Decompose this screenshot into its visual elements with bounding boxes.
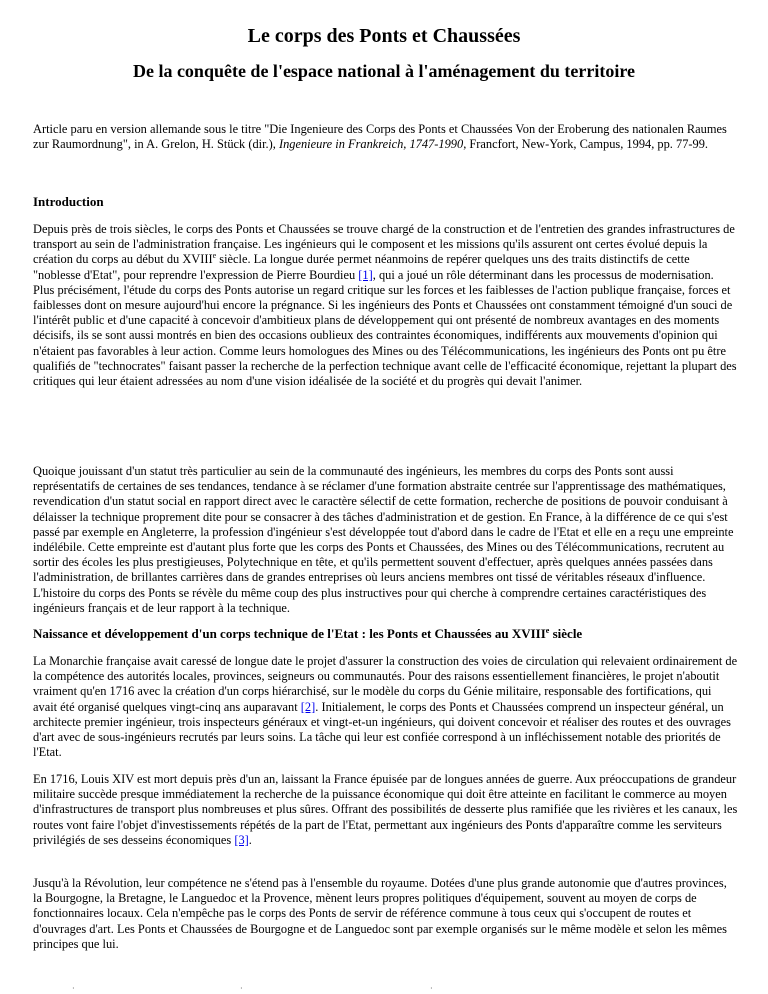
section-paragraph-1: [33, 654, 738, 760]
scan-mark: ·: [72, 984, 75, 993]
paragraph-text: , qui a joué un rôle déterminant dans les processus de modernisation. Plus précisément, l'étude du corps des Ponts autorise un regard critique sur les forces et les faiblesses de l'action publique française, forces et faiblesses dont on mesure aujourd'hui encore la prégnance. Si les ingénieurs des Ponts et Chaussées ont constamment témoigné d'un souci de l'intérêt public et d'une capacité à concevoir d'ambitieux plans de développement qui ont présenté de nombreux avantages en des moments décisifs, ils se sont aussi montrés en bien des occasions oublieux des contraintes économiques, indifférents aux mouvements d'opinion qui n'étaient pas favorables à leur action. Comme leurs homologues des Mines ou des Télécommunications, les ingénieurs des Ponts ont pu être qualifiés de "technocrates" faisant passer la recherche de la perfection technique avant celle de l'efficacité économique, rejettant la plupart des critiques qui leur étaient adressées au nom d'une vision idéalisée de la société et du progrès qui devait l'animer.: [33, 267, 737, 389]
paragraph-text: La Monarchie française avait caressé de longue date le projet d'assurer la construction des voies de circulation qui relevaient ordinairement de la compétence des autorités locales, provinces, seigneurs ou communautés. Pour des raisons essentiellement financières, le projet n'aboutit vraiment qu'en 1716 avec la création d'un corps hiérarchisé, sur le modèle du corps du Génie militaire, responsable des fortifications, qui avait été organisé quelques vingt-cinq ans auparavant: [33, 654, 738, 714]
footnote-link-2[interactable]: [2]: [300, 699, 316, 714]
paragraph-text: .: [248, 832, 252, 847]
footnote-link-1[interactable]: [1]: [358, 267, 373, 282]
paragraph-text: En 1716, Louis XIV est mort depuis près d'un an, laissant la France épuisée par de longues années de guerre. Aux préoccupations de grandeur militaire succède presque immédiatement la recherche de la puissance économique qui doit être atteinte en facilitant le commerce au moyen d'infrastructures de transport plus nombreuses et plus sûres. Offrant des possibilités de desserte plus ramifiée que les rivières et les canaux, les routes vont faire l'objet d'investissements répétés de la part de l'Etat, permettant aux ingénieurs des Ponts d'apparaître comme les serviteurs privilégiés de ses desseins économiques: [33, 772, 738, 847]
section-heading-naissance: [33, 626, 738, 642]
superscript: e: [545, 626, 550, 635]
paragraph-text: siècle. La longue durée permet néanmoins de repérer quelques uns des traits distinctifs de cette "noblesse d'Etat", pour reprendre l'expression de Pierre Bourdieu: [33, 252, 690, 282]
publication-note-end: , Francfort, New-York, Campus, 1994, pp. 77-99.: [463, 137, 708, 152]
scan-mark: ·: [430, 984, 433, 993]
paragraph-text: . Initialement, le corps des Ponts et Chaussées comprend un inspecteur général, un architecte premier ingénieur, trois inspecteurs généraux et vingt-et-un ingénieurs, qui doivent concevoir et réaliser des routes et des ouvrages d'art avec de sous-ingénieurs recrutés par leurs soins. La tâche qui leur est confiée correspond à un infléchissement notable des priorités de l'Etat.: [33, 699, 731, 760]
section-paragraph-3: Jusqu'à la Révolution, leur compétence ne s'étend pas à l'ensemble du royaume. Dotées d'une plus grande autonomie que d'autres provinces, la Bourgogne, la Bretagne, le Languedoc et la Provence, mènent leurs propres politiques d'équipement, souvent au moyen de corps de fonctionnaires locaux. Cela n'empêche pas le corps des Ponts de servir de référence commune à tous ceux qui s'occupent de routes et d'ouvrages d'art. Les Ponts et Chaussées de Bourgogne et de Languedoc sont par exemple organisés sur le même modèle et selon les mêmes principes que lui.: [33, 876, 727, 951]
page-subtitle: De la conquête de l'espace national à l'aménagement du territoire: [132, 61, 636, 81]
book-title: Ingenieure in Frankreich, 1747-1990: [278, 137, 464, 152]
heading-text: Naissance et développement d'un corps technique de l'Etat : les Ponts et Chaussées au XVIII: [33, 626, 546, 641]
scan-mark: ·: [240, 984, 243, 993]
introduction-paragraph-2: Quoique jouissant d'un statut très particulier au sein de la communauté des ingénieurs, les membres du corps des Ponts sont aussi représentatifs de certaines de ses tendances, tendance à se réclamer d'une formation abstraite centrée sur l'apprentissage des mathématiques, revendication d'un statut social en rapport direct avec le caractère sélectif de cette formation, recherche de positions de pouvoir conduisant à délaisser la technique proprement dite pour se consacrer à des tâches d'administration et de gestion. En France, à la différence de ce qui s'est passé par exemple en Angleterre, la profession d'ingénieur s'est développée tout d'abord dans le cadre de l'Etat et elle en a reçu une empreinte indélébile. Cette empreinte est d'autant plus forte que les corps des Ponts et Chaussées, des Mines ou des Télécommunications, recrutent au sortir des écoles les plus prestigieuses, Polytechnique en tête, et qu'ils permettent souvent d'effectuer, après quelques années passées dans l'administration, de brillantes carrières dans de grandes entreprises où leurs anciens membres ont tissé de véritables réseaux d'influence. L'histoire du corps des Ponts se révèle du même coup des plus instructives pour qui cherche à comprendre certaines caractéristiques des ingénieurs français et de leur rapport à la technique.: [33, 464, 734, 615]
introduction-paragraph-1: [33, 222, 738, 389]
publication-note-text: Article paru en version allemande sous le titre "Die Ingenieure des Corps des Ponts et Chaussées Von der Eroberung des nationalen Raumes zur Raumordnung", in A. Grelon, H. Stück (dir.),: [33, 122, 727, 152]
paragraph-text: Depuis près de trois siècles, le corps des Ponts et Chaussées se trouve chargé de la construction et de l'entretien des grandes infrastructures de transport au sein de l'administration française. Les ingénieurs qui le composent et les missions qu'ils assurent ont certes évolué depuis la création du corps au début du XVIII: [33, 222, 735, 267]
footnote-link-3[interactable]: [3]: [234, 832, 249, 847]
page-title: Le corps des Ponts et Chaussées: [247, 25, 521, 47]
heading-text: siècle: [549, 626, 583, 641]
section-paragraph-2: [33, 772, 738, 848]
superscript: e: [212, 251, 217, 261]
publication-note: [33, 122, 738, 152]
introduction-heading: Introduction: [33, 194, 104, 209]
